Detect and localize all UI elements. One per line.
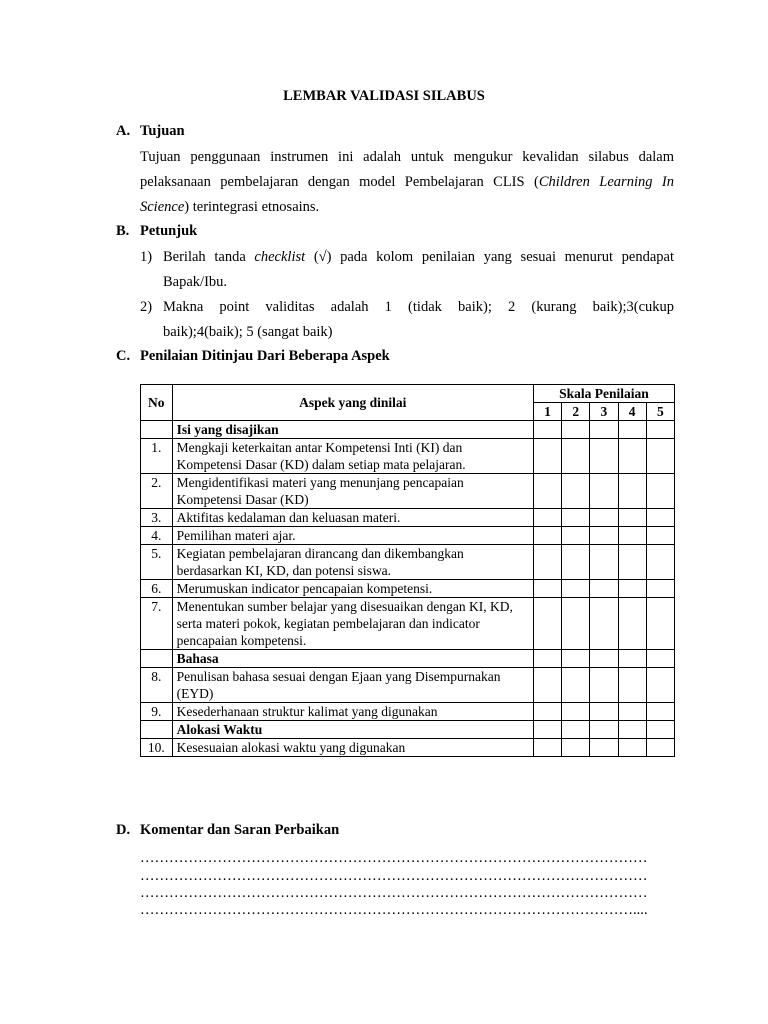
score-cell[interactable]	[646, 545, 674, 580]
score-cell[interactable]	[562, 474, 590, 509]
section-b-heading	[116, 223, 197, 240]
section-d-heading	[116, 822, 339, 839]
score-cell[interactable]	[646, 439, 674, 474]
comment-line-2[interactable]: ……………………………………………………………………………………………	[140, 868, 648, 884]
section-a-text-italic: Children Learning In Science	[140, 174, 674, 215]
instruction-item-1-italic: checklist	[254, 249, 306, 265]
section-c-heading	[116, 348, 390, 365]
score-cell[interactable]	[590, 721, 618, 739]
score-cell[interactable]	[590, 668, 618, 703]
group-no-cell	[141, 721, 173, 739]
section-c-letter: C.	[116, 348, 131, 364]
table-row	[141, 580, 675, 598]
instruction-item-2-number: 2)	[140, 299, 153, 315]
group-label-bahasa: Bahasa	[172, 650, 533, 668]
score-cell[interactable]	[646, 668, 674, 703]
row-number: 3.	[141, 509, 173, 527]
row-aspect: Kegiatan pembelajaran dirancang dan dikembangkan berdasarkan KI, KD, dan potensi siswa.	[172, 545, 533, 580]
instruction-item-2-line2: baik);4(baik); 5 (sangat baik)	[163, 324, 333, 340]
row-aspect: Mengidentifikasi materi yang menunjang pencapaian Kompetensi Dasar (KD)	[172, 474, 533, 509]
score-header-3: 3	[590, 403, 618, 421]
score-cell[interactable]	[533, 721, 561, 739]
section-a-heading	[116, 123, 185, 140]
comment-line-4[interactable]: …………………………………………………………………………………………....	[140, 902, 648, 918]
group-row-alokasi	[141, 721, 675, 739]
row-aspect: Merumuskan indicator pencapaian kompetensi.	[172, 580, 533, 598]
score-header-5: 5	[646, 403, 674, 421]
score-cell[interactable]	[562, 421, 590, 439]
score-cell[interactable]	[562, 703, 590, 721]
score-cell[interactable]	[618, 474, 646, 509]
instruction-item-1	[140, 245, 674, 295]
table-row	[141, 668, 675, 703]
score-cell[interactable]	[590, 421, 618, 439]
group-no-cell	[141, 421, 173, 439]
score-cell[interactable]	[646, 474, 674, 509]
score-cell[interactable]	[590, 739, 618, 757]
instruction-item-1-number: 1)	[140, 249, 153, 265]
header-no: No	[141, 385, 173, 421]
row-number: 1.	[141, 439, 173, 474]
row-number: 9.	[141, 703, 173, 721]
score-cell[interactable]	[590, 527, 618, 545]
table-row	[141, 545, 675, 580]
score-cell[interactable]	[590, 580, 618, 598]
score-cell[interactable]	[533, 527, 561, 545]
score-cell[interactable]	[618, 598, 646, 650]
score-cell[interactable]	[533, 650, 561, 668]
score-cell[interactable]	[533, 439, 561, 474]
score-cell[interactable]	[618, 509, 646, 527]
score-cell[interactable]	[562, 527, 590, 545]
row-aspect: Penulisan bahasa sesuai dengan Ejaan yang Disempurnakan (EYD)	[172, 668, 533, 703]
score-cell[interactable]	[590, 545, 618, 580]
score-cell[interactable]	[533, 598, 561, 650]
score-cell[interactable]	[590, 439, 618, 474]
table-row	[141, 439, 675, 474]
score-cell[interactable]	[562, 668, 590, 703]
score-cell[interactable]	[562, 580, 590, 598]
row-number: 4.	[141, 527, 173, 545]
table-header-row	[141, 385, 675, 403]
score-cell[interactable]	[618, 668, 646, 703]
instruction-item-2	[140, 295, 674, 345]
group-no-cell	[141, 650, 173, 668]
section-d-letter: D.	[116, 822, 131, 838]
section-b-letter: B.	[116, 223, 130, 239]
row-number: 8.	[141, 668, 173, 703]
table-row	[141, 598, 675, 650]
score-cell[interactable]	[562, 739, 590, 757]
score-cell[interactable]	[533, 421, 561, 439]
score-header-2: 2	[562, 403, 590, 421]
score-cell[interactable]	[618, 580, 646, 598]
section-a-letter: A.	[116, 123, 131, 139]
section-d-title: Komentar dan Saran Perbaikan	[140, 822, 340, 838]
group-row-isi	[141, 421, 675, 439]
score-cell[interactable]	[646, 509, 674, 527]
group-label-alokasi: Alokasi Waktu	[172, 721, 533, 739]
row-number: 6.	[141, 580, 173, 598]
score-cell[interactable]	[618, 739, 646, 757]
score-cell[interactable]	[618, 703, 646, 721]
score-cell[interactable]	[533, 668, 561, 703]
score-cell[interactable]	[590, 650, 618, 668]
row-aspect: Kesesuaian alokasi waktu yang digunakan	[172, 739, 533, 757]
score-cell[interactable]	[533, 545, 561, 580]
score-cell[interactable]	[618, 421, 646, 439]
row-aspect: Kesederhanaan struktur kalimat yang digunakan	[172, 703, 533, 721]
table-row	[141, 739, 675, 757]
score-cell[interactable]	[562, 598, 590, 650]
score-cell[interactable]	[562, 721, 590, 739]
group-label-isi: Isi yang disajikan	[172, 421, 533, 439]
row-number: 2.	[141, 474, 173, 509]
row-number: 7.	[141, 598, 173, 650]
score-cell[interactable]	[562, 509, 590, 527]
score-cell[interactable]	[646, 527, 674, 545]
score-cell[interactable]	[618, 545, 646, 580]
score-cell[interactable]	[618, 721, 646, 739]
score-cell[interactable]	[618, 527, 646, 545]
score-cell[interactable]	[646, 739, 674, 757]
row-number: 5.	[141, 545, 173, 580]
instruction-item-1-post: (√) pada kolom penilaian yang sesuai menurut pendapat Bapak/Ibu.	[163, 249, 674, 290]
score-header-1: 1	[533, 403, 561, 421]
score-header-4: 4	[618, 403, 646, 421]
row-aspect: Mengkaji keterkaitan antar Kompetensi Inti (KI) dan Kompetensi Dasar (KD) dalam setiap mata pelajaran.	[172, 439, 533, 474]
score-cell[interactable]	[533, 703, 561, 721]
score-cell[interactable]	[590, 598, 618, 650]
score-cell[interactable]	[562, 439, 590, 474]
score-cell[interactable]	[618, 650, 646, 668]
row-aspect: Menentukan sumber belajar yang disesuaikan dengan KI, KD, serta materi pokok, kegiatan pembelajaran dan indicator pencapaian kompetensi.	[172, 598, 533, 650]
section-a-title: Tujuan	[140, 123, 185, 139]
comment-line-1[interactable]: ……………………………………………………………………………………………	[140, 850, 648, 866]
instruction-item-1-text	[163, 245, 674, 295]
section-b-title: Petunjuk	[140, 223, 198, 239]
section-a-paragraph	[140, 145, 674, 220]
score-cell[interactable]	[618, 439, 646, 474]
table-row	[141, 527, 675, 545]
score-cell[interactable]	[533, 580, 561, 598]
table-row	[141, 703, 675, 721]
row-aspect: Aktifitas kedalaman dan keluasan materi.	[172, 509, 533, 527]
page-title: LEMBAR VALIDASI SILABUS	[283, 88, 485, 104]
table-row	[141, 509, 675, 527]
group-row-bahasa	[141, 650, 675, 668]
score-cell[interactable]	[533, 509, 561, 527]
score-cell[interactable]	[590, 509, 618, 527]
instruction-item-1-pre: Berilah tanda	[163, 249, 255, 265]
score-cell[interactable]	[646, 598, 674, 650]
section-a-text-2: ) terintegrasi etnosains.	[184, 199, 320, 215]
assessment-table	[140, 384, 675, 757]
section-a-text-1: Tujuan penggunaan instrumen ini adalah untuk mengukur kevalidan silabus dalam pelaksanaan pembelajaran dengan model Pembelajaran CLIS (	[140, 149, 674, 190]
score-cell[interactable]	[590, 474, 618, 509]
table-row	[141, 474, 675, 509]
score-cell[interactable]	[562, 650, 590, 668]
score-cell[interactable]	[562, 545, 590, 580]
instruction-item-2-line1: Makna point validitas adalah 1 (tidak baik); 2 (kurang baik);3(cukup	[163, 299, 674, 315]
section-c-title: Penilaian Ditinjau Dari Beberapa Aspek	[140, 348, 390, 364]
score-cell[interactable]	[533, 474, 561, 509]
row-aspect: Pemilihan materi ajar.	[172, 527, 533, 545]
score-cell[interactable]	[646, 580, 674, 598]
header-aspek: Aspek yang dinilai	[172, 385, 533, 421]
score-cell[interactable]	[646, 421, 674, 439]
score-cell[interactable]	[646, 703, 674, 721]
score-cell[interactable]	[646, 721, 674, 739]
score-cell[interactable]	[590, 703, 618, 721]
score-cell[interactable]	[533, 739, 561, 757]
row-number: 10.	[141, 739, 173, 757]
score-cell[interactable]	[646, 650, 674, 668]
comment-line-3[interactable]: ……………………………………………………………………………………………	[140, 885, 648, 901]
header-skala: Skala Penilaian	[533, 385, 674, 403]
